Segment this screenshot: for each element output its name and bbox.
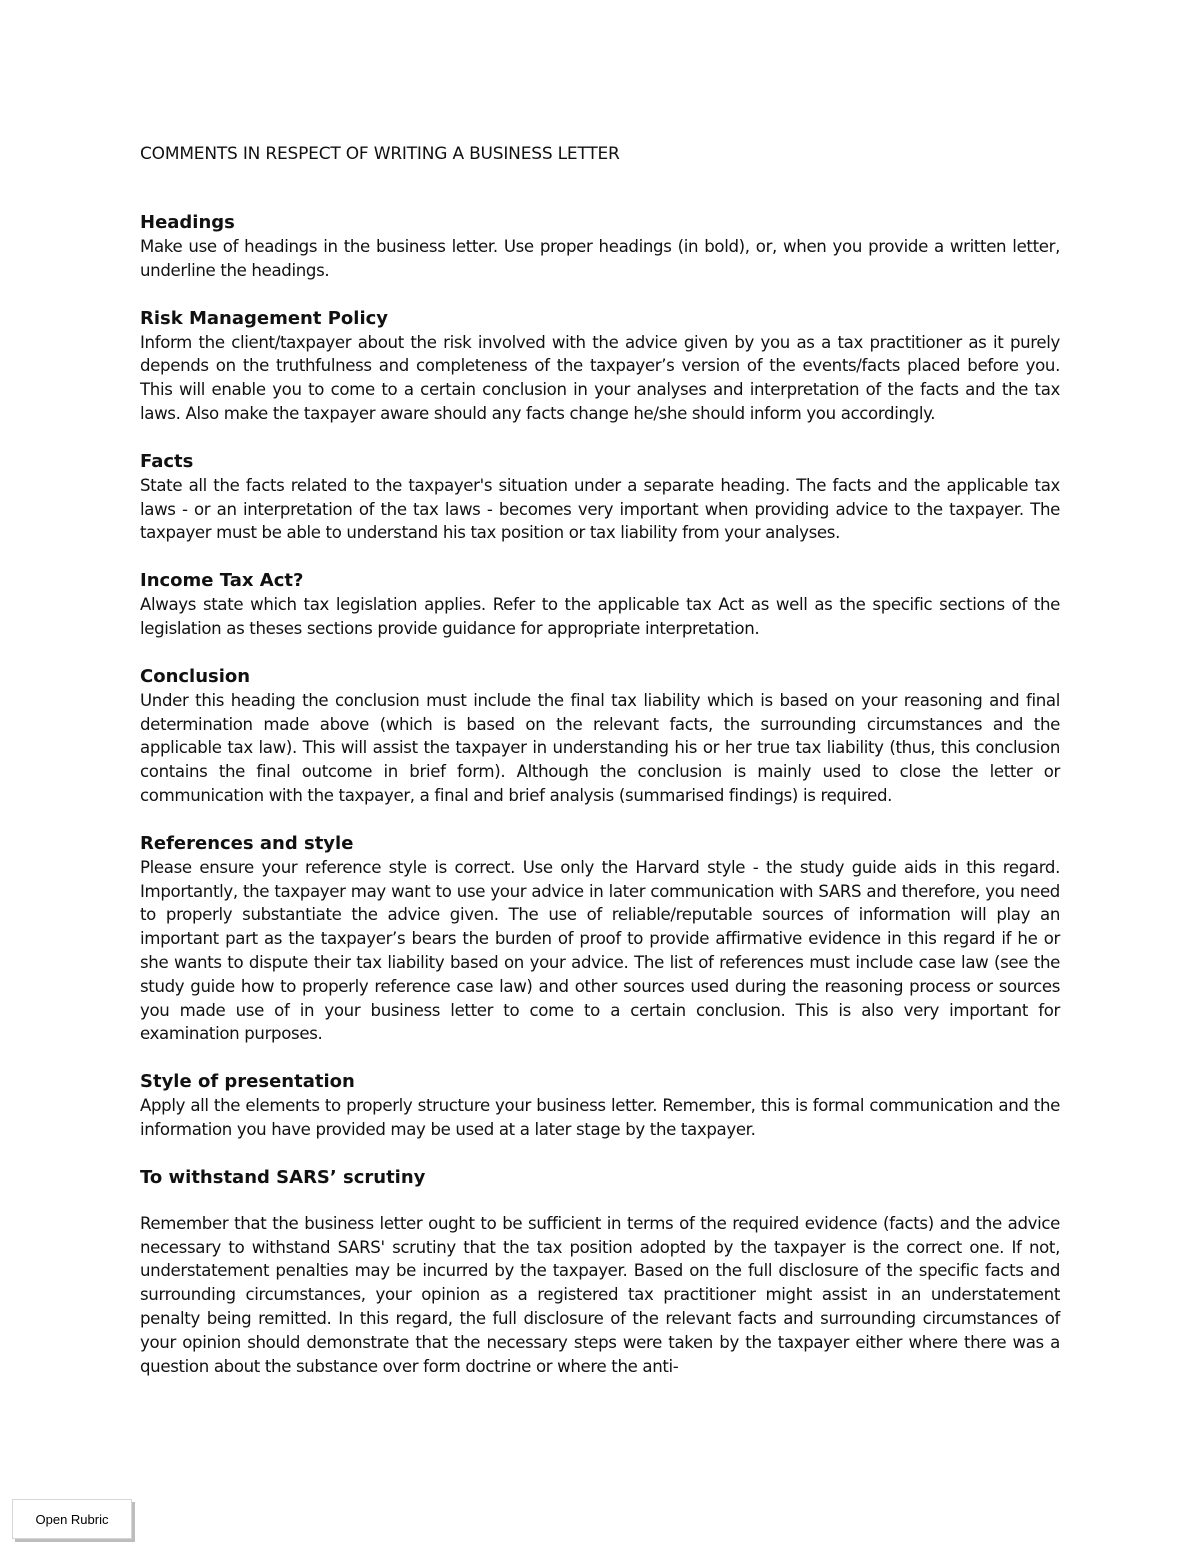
section-heading: Facts xyxy=(140,450,194,472)
section-heading: References and style xyxy=(140,832,354,854)
section-headings xyxy=(140,211,1060,283)
section-body: Inform the client/taxpayer about the risk involved with the advice given by you as a tax practitioner as it purely depends on the truthfulness and completeness of the taxpayer’s version of the events/facts placed before you. This will enable you to come to a certain conclusion in your analyses and interpretation of the facts and the tax laws. Also make the taxpayer aware should any facts change he/she should inform you accordingly. xyxy=(140,332,1060,423)
section-body: Apply all the elements to properly structure your business letter. Remember, this is formal communication and the information you have provided may be used at a later stage by the taxpayer. xyxy=(140,1096,1060,1139)
section-income-tax-act xyxy=(140,569,1060,641)
section-body: Please ensure your reference style is correct. Use only the Harvard style - the study guide aids in this regard. Importantly, the taxpayer may want to use your advice in later communication with SARS and therefore, you need to properly substantiate the advice given. The use of reliable/reputable sources of information will play an important part as the taxpayer’s bears the burden of proof to provide affirmative evidence in this regard if he or she wants to dispute their tax liability based on your advice. The list of references must include case law (see the study guide how to properly reference case law) and other sources used during the reasoning process or sources you made use of in your business letter to come to a certain conclusion. This is also very important for examination purposes. xyxy=(140,857,1060,1044)
document-title: COMMENTS IN RESPECT OF WRITING A BUSINESS LETTER xyxy=(140,144,620,164)
section-heading: Risk Management Policy xyxy=(140,307,389,329)
section-body: Remember that the business letter ought to be sufficient in terms of the required evidence (facts) and the advice necessary to withstand SARS' scrutiny that the tax position adopted by the taxpayer is the correct one. If not, understatement penalties may be incurred by the taxpayer. Based on the full disclosure of the specific facts and surrounding circumstances, your opinion as a registered tax practitioner might assist in an understatement penalty being remitted. In this regard, the full disclosure of the relevant facts and surrounding circumstances of your opinion should demonstrate that the necessary steps were taken by the taxpayer either where there was a question about the substance over form doctrine or where the anti- xyxy=(140,1213,1060,1376)
section-body: Under this heading the conclusion must include the final tax liability which is based on your reasoning and final determination made above (which is based on the relevant facts, the surrounding circumstances and the applicable tax law). This will assist the taxpayer in understanding his or her true tax liability (thus, this conclusion contains the final outcome in brief form). Although the conclusion is mainly used to close the letter or communication with the taxpayer, a final and brief analysis (summarised findings) is required. xyxy=(140,690,1060,805)
section-facts xyxy=(140,450,1060,545)
section-body: Make use of headings in the business letter. Use proper headings (in bold), or, when you provide a written letter, underline the headings. xyxy=(140,237,1060,280)
section-heading: Style of presentation xyxy=(140,1071,355,1093)
section-body: Always state which tax legislation applies. Refer to the applicable tax Act as well as the specific sections of the legislation as theses sections provide guidance for appropriate interpretation. xyxy=(140,595,1060,638)
open-rubric-button[interactable]: Open Rubric xyxy=(12,1499,132,1539)
section-withstand-sars-scrutiny xyxy=(140,1166,1060,1379)
section-heading: Headings xyxy=(140,212,235,233)
section-references-and-style xyxy=(140,832,1060,1046)
section-conclusion xyxy=(140,665,1060,808)
section-heading: Conclusion xyxy=(140,665,251,687)
section-heading: Income Tax Act? xyxy=(140,570,304,592)
section-heading: To withstand SARS’ scrutiny xyxy=(140,1166,426,1188)
section-body: State all the facts related to the taxpayer's situation under a separate heading. The facts and the applicable tax laws - or an interpretation of the tax laws - becomes very important when providing advice to the taxpayer. The taxpayer must be able to understand his tax position or tax liability from your analyses. xyxy=(140,475,1060,543)
section-style-of-presentation xyxy=(140,1070,1060,1142)
document-page xyxy=(140,143,1060,1402)
section-risk-management-policy xyxy=(140,307,1060,426)
